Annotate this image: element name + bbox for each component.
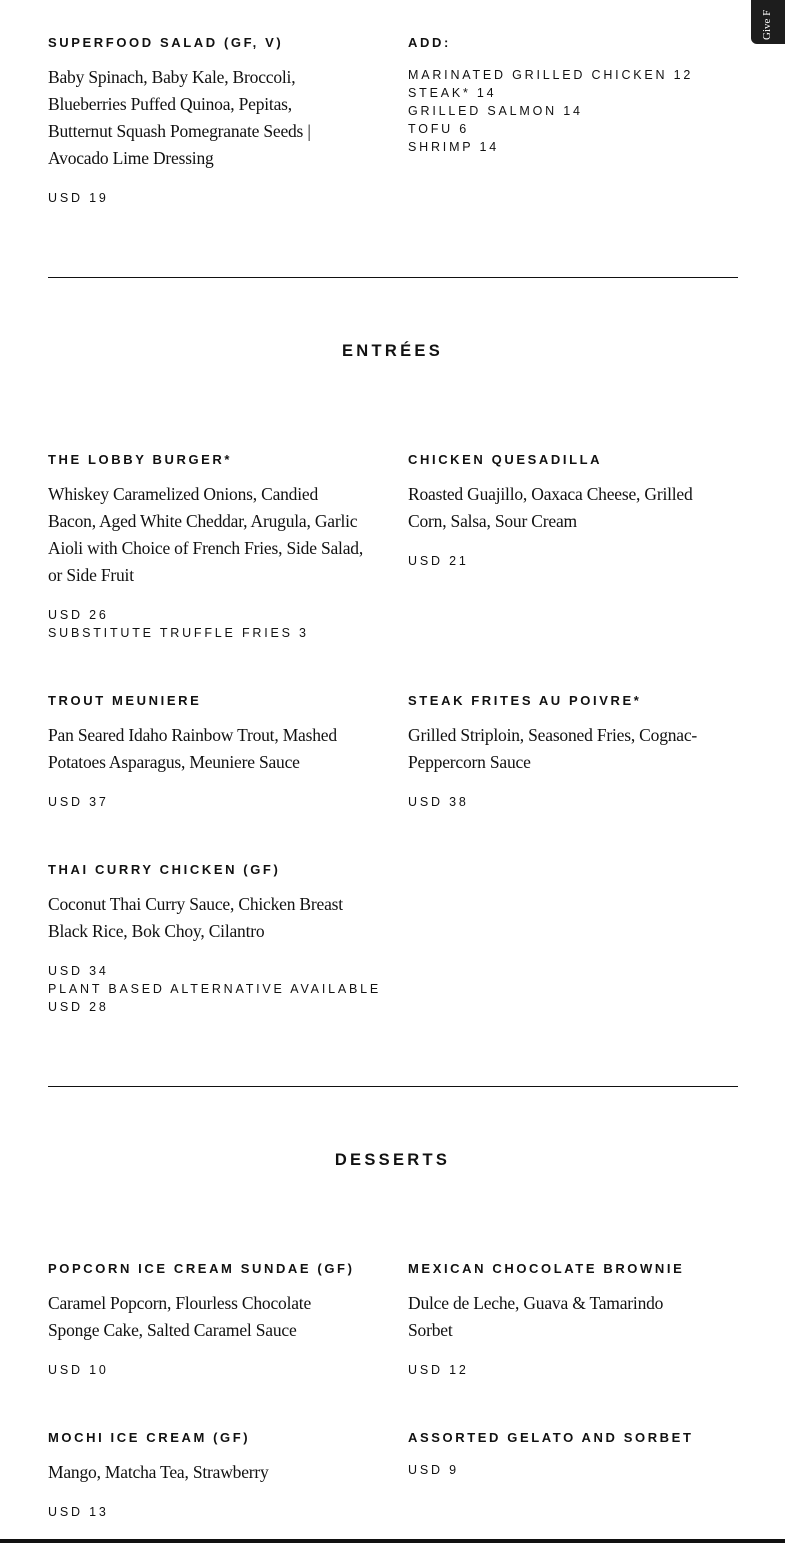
menu-item-title: THE LOBBY BURGER* <box>48 452 233 467</box>
menu-item-price: USD 38 <box>408 795 469 809</box>
section-divider <box>48 1086 738 1087</box>
menu-item-description: Coconut Thai Curry Sauce, Chicken Breast Black Rice, Bok Choy, Cilantro <box>48 894 343 941</box>
bottom-bar <box>0 1539 785 1543</box>
menu-item-title: TROUT MEUNIERE <box>48 693 202 708</box>
add-on-title: ADD: <box>408 35 451 50</box>
menu-item-price: USD 34 <box>48 964 109 978</box>
add-on-option: TOFU 6 <box>408 122 470 136</box>
menu-item-price: USD 9 <box>408 1463 459 1477</box>
menu-item-description: Grilled Striploin, Seasoned Fries, Cognac-Peppercorn Sauce <box>408 725 698 772</box>
feedback-tab[interactable] <box>751 0 785 44</box>
menu-item-description: Dulce de Leche, Guava & Tamarindo Sorbet <box>408 1293 664 1340</box>
menu-item-price: USD 37 <box>48 795 109 809</box>
entrees-section-title: ENTRÉES <box>341 342 444 360</box>
menu-item-title: ASSORTED GELATO AND SORBET <box>408 1430 694 1445</box>
menu-item-price: USD 13 <box>48 1505 109 1519</box>
menu-item-description: Caramel Popcorn, Flourless Chocolate Sponge Cake, Salted Caramel Sauce <box>48 1293 312 1340</box>
menu-item-price: USD 19 <box>48 191 109 205</box>
menu-item-title: SUPERFOOD SALAD (GF, V) <box>48 35 284 50</box>
menu-item-description: Whiskey Caramelized Onions, Candied Bacon, Aged White Cheddar, Arugula, Garlic Aioli with Choice of French Fries, Side Salad, or Side Fruit <box>48 484 363 585</box>
section-divider <box>48 277 738 278</box>
menu-item-extra-price: USD 28 <box>48 1000 109 1014</box>
desserts-section-title: DESSERTS <box>334 1151 451 1169</box>
feedback-tab-label: Give F <box>761 9 773 40</box>
menu-item-description: Pan Seared Idaho Rainbow Trout, Mashed Potatoes Asparagus, Meuniere Sauce <box>48 725 337 772</box>
menu-item-price: USD 12 <box>408 1363 469 1377</box>
add-on-option: STEAK* 14 <box>408 86 497 100</box>
menu-item-extra: SUBSTITUTE TRUFFLE FRIES 3 <box>48 626 309 640</box>
menu-item-price: USD 26 <box>48 608 109 622</box>
menu-item-price: USD 10 <box>48 1363 109 1377</box>
add-on-option: MARINATED GRILLED CHICKEN 12 <box>408 68 694 82</box>
menu-item-description: Baby Spinach, Baby Kale, Broccoli, Blueberries Puffed Quinoa, Pepitas, Butternut Squash Pomegranate Seeds | Avocado Lime Dressing <box>48 67 311 168</box>
menu-item-description: Mango, Matcha Tea, Strawberry <box>48 1462 269 1482</box>
menu-item-title: MEXICAN CHOCOLATE BROWNIE <box>408 1261 685 1276</box>
menu-item-title: MOCHI ICE CREAM (GF) <box>48 1430 251 1445</box>
menu-item-description: Roasted Guajillo, Oaxaca Cheese, Grilled Corn, Salsa, Sour Cream <box>408 484 693 531</box>
add-on-option: SHRIMP 14 <box>408 140 499 154</box>
menu-item-title: THAI CURRY CHICKEN (GF) <box>48 862 281 877</box>
menu-item-title: CHICKEN QUESADILLA <box>408 452 603 467</box>
menu-item-title: STEAK FRITES AU POIVRE* <box>408 693 642 708</box>
menu-item-price: USD 21 <box>408 554 469 568</box>
add-on-option: GRILLED SALMON 14 <box>408 104 583 118</box>
menu-item-title: POPCORN ICE CREAM SUNDAE (GF) <box>48 1261 355 1276</box>
menu-item-extra: PLANT BASED ALTERNATIVE AVAILABLE <box>48 982 382 996</box>
